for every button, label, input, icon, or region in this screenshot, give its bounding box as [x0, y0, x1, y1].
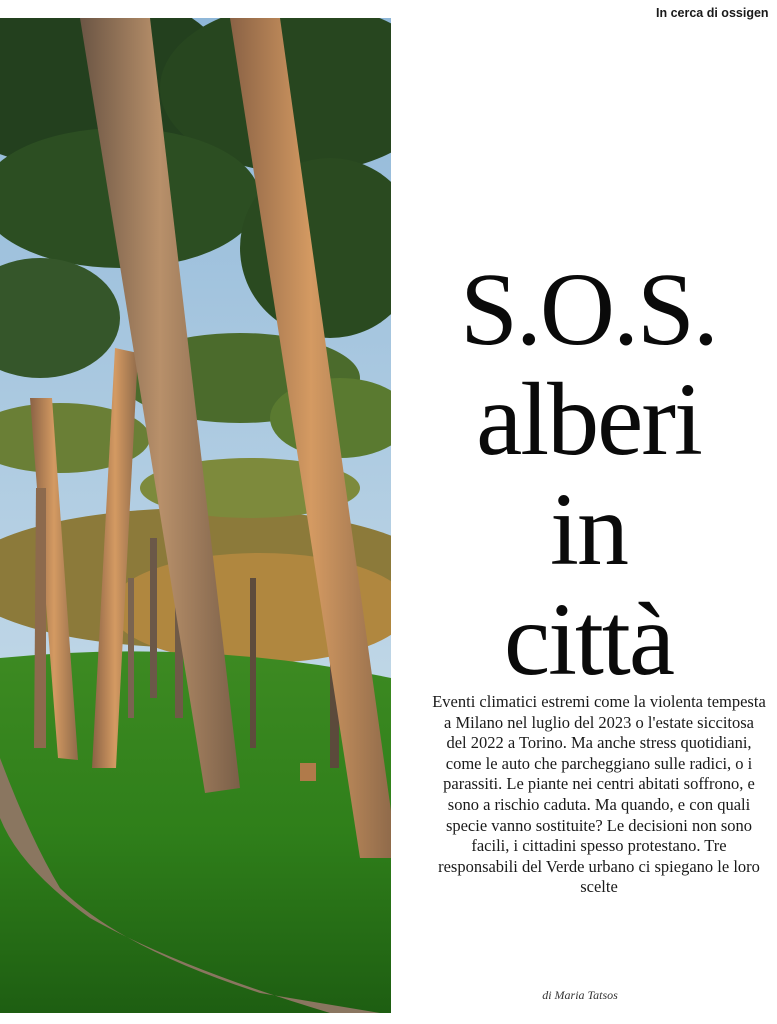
author-byline: di Maria Tatsos	[542, 988, 618, 1002]
headline-line-4: città	[503, 582, 673, 697]
article-headline	[400, 252, 777, 697]
headline-line-2: alberi	[476, 362, 701, 477]
headline-line-1: S.O.S.	[460, 252, 717, 367]
section-tag: In cerca di ossigen	[656, 6, 769, 20]
pine-park-image	[0, 18, 391, 1013]
article-photo	[0, 18, 391, 1013]
headline-line-3: in	[550, 472, 627, 587]
article-intro: Eventi climatici estremi come la violenta tempesta a Milano nel luglio del 2023 o l'estate siccitosa del 2022 a Torino. Ma anche stress quotidiani, come le auto che parcheggiano sulle radici, o i parassiti. Le piante nei centri abitati soffrono, e sono a rischio caduta. Ma quando, e con quali specie vanno sostituite? Le decisioni non sono facili, i cittadini spesso protestano. Tre responsabili del Verde urbano ci spiegano le loro scelte	[432, 692, 766, 897]
